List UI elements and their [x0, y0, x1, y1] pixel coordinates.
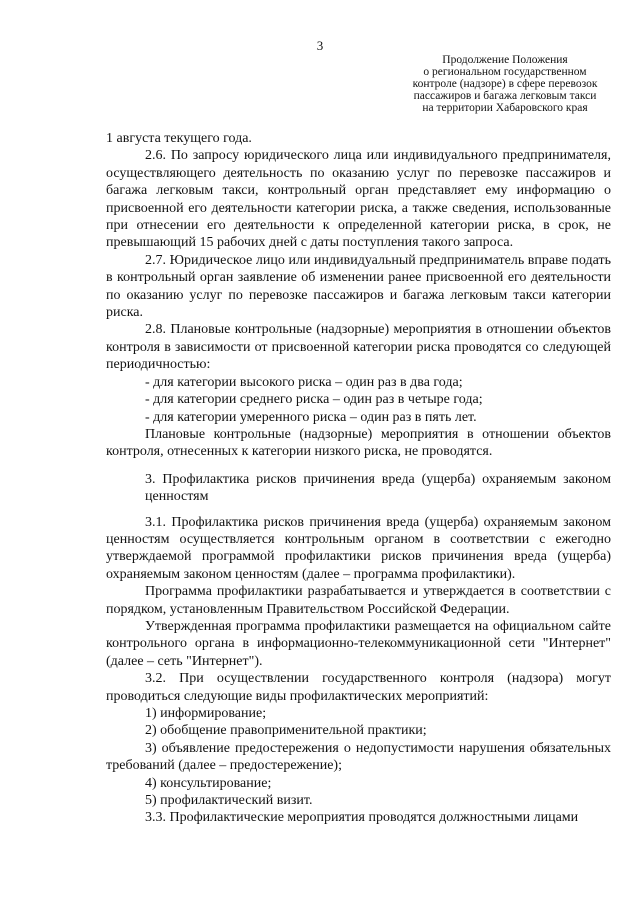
paragraph-publication: Утвержденная программа профилактики размещается на официальном сайте контрольного органа в информационно-телекоммуникационной сети "Интернет" (далее – сеть "Интернет"). — [106, 618, 611, 669]
section-title: 3. Профилактика рисков причинения вреда (ущерба) охраняемым законом ценностям — [145, 471, 611, 505]
list-item: 5) профилактический визит. — [145, 793, 313, 809]
list-item: - для категории высокого риска – один раз в два года; — [145, 374, 463, 390]
list-item: 1) информирование; — [145, 706, 267, 721]
paragraph-low-risk: Плановые контрольные (надзорные) мероприятия в отношении объектов контроля, отнесенных к категории низкого риска, не проводятся. — [106, 426, 611, 460]
list-item: 4) консультирование; — [145, 775, 272, 791]
document-header — [380, 54, 630, 114]
list-item: - для категории среднего риска – один раз в четыре года; — [145, 392, 483, 408]
header-line: Продолжение Положения — [442, 54, 568, 66]
paragraph-3-3: 3.3. Профилактические мероприятия проводятся должностными лицами — [145, 810, 579, 826]
list-item: 3) объявление предостережения о недопустимости нарушения обязательных требований (далее – предостережение); — [106, 740, 611, 774]
paragraph-continuation: 1 августа текущего года. — [106, 131, 252, 146]
paragraph-2-8: 2.8. Плановые контрольные (надзорные) мероприятия в отношении объектов контроля в зависимости от присвоенной категории риска проводятся со следующей периодичностью: — [106, 322, 611, 373]
list-item: - для категории умеренного риска – один раз в пять лет. — [145, 409, 477, 425]
paragraph-3-1: 3.1. Профилактика рисков причинения вреда (ущерба) охраняемым законом ценностям осуществляется контрольным органом в соответствии с ежегодно утверждаемой программой профилактики рисков причинения вреда (ущерба) охраняемым законом ценностям (далее – программа профилактики). — [106, 514, 611, 582]
list-item: 2) обобщение правоприменительной практики; — [145, 723, 427, 739]
header-line: контроле (надзоре) в сфере перевозок — [412, 78, 598, 90]
paragraph-2-6: 2.6. По запросу юридического лица или индивидуального предпринимателя, осуществляющего деятельность по оказанию услуг по перевозке пассажиров и багажа легковым такси, контрольный орган представляет ему информацию о присвоенной его деятельности категории риска, а также сведения, использованные при отнесении его деятельности к определенной категории риска, в срок, не превышающий 15 рабочих дней с даты поступления такого запроса. — [106, 148, 611, 251]
header-line: о региональном государственном — [423, 66, 587, 78]
header-line: пассажиров и багажа легковым такси — [413, 90, 597, 102]
header-line: на территории Хабаровского края — [422, 102, 588, 114]
paragraph-program: Программа профилактики разрабатывается и утверждается в соответствии с порядком, установленным Правительством Российской Федерации. — [106, 584, 611, 617]
paragraph-3-2: 3.2. При осуществлении государственного контроля (надзора) могут проводиться следующие виды профилактических мероприятий: — [106, 671, 611, 704]
page-number: 3 — [316, 38, 324, 53]
document-body — [106, 130, 611, 827]
paragraph-2-7: 2.7. Юридическое лицо или индивидуальный предприниматель вправе подать в контрольный орган заявление об изменении ранее присвоенной его деятельности по оказанию услуг по перевозке пассажиров и багажа легковым такси категории риска. — [106, 252, 611, 321]
